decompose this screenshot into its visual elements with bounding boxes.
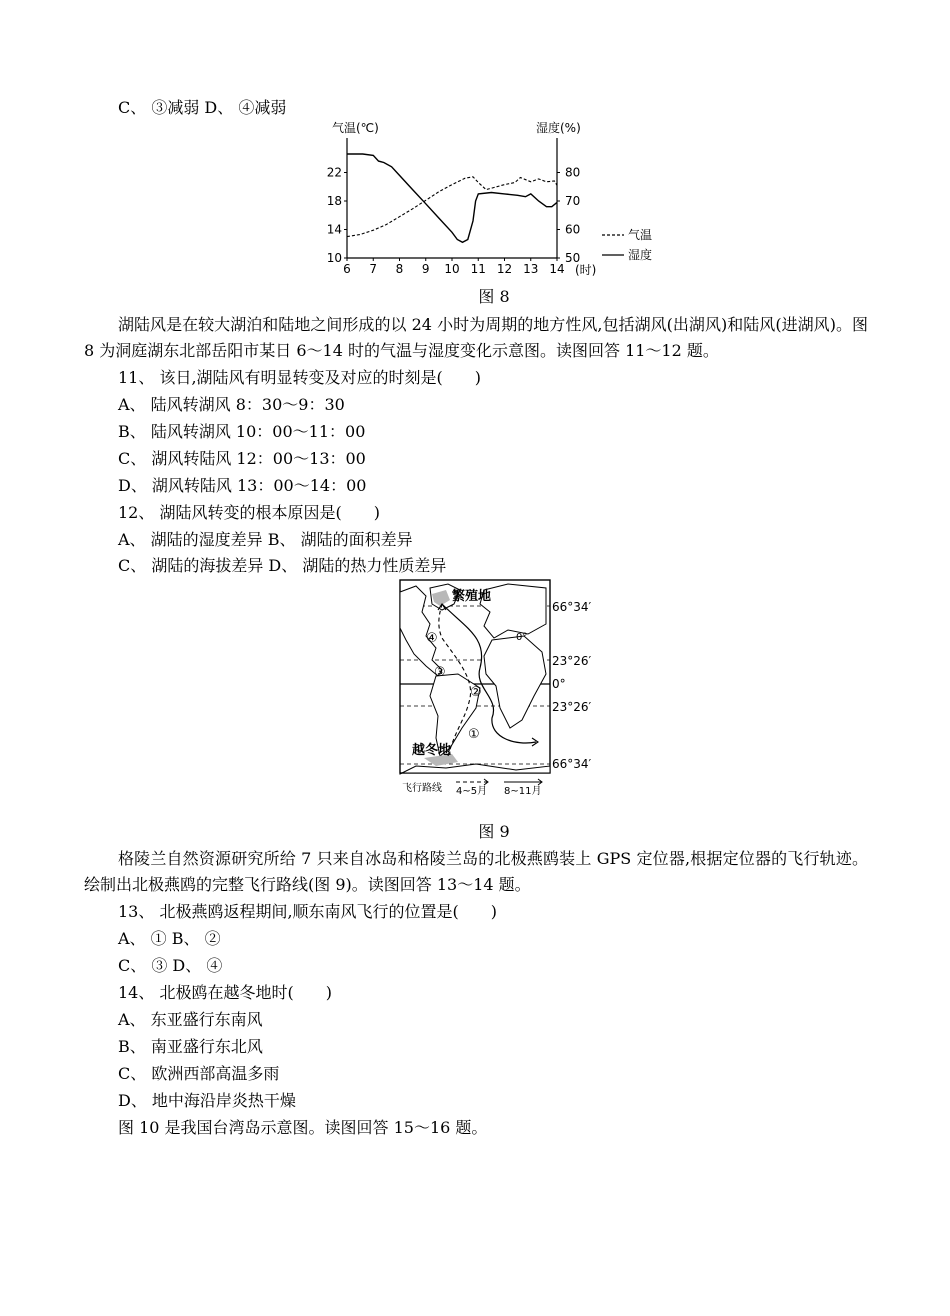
figure-9-map [396,578,608,800]
route-marker-1: ① [468,727,480,742]
chart-axes [347,138,557,258]
passage-1: 湖陆风是在较大湖泊和陆地之间形成的以 24 小时为周期的地方性风,包括湖风(出湖风)和陆风(进湖风)。图 8 为洞庭湖东北部岳阳市某日 6～14 时的气温与湿度变化示意图。读图回答 11～12 题。 [84,315,868,360]
route-marker-4: ④ [426,631,438,646]
x-tick-label: 10 [444,262,460,276]
right-tick-label: 80 [565,165,581,180]
question-14-option-d: D、 地中海沿岸炎热干燥 [118,1091,296,1110]
question-11-option-b: B、 陆风转湖风 10：00～11：00 [118,422,366,441]
question-13-options-ab: A、 ① B、 ② [118,929,221,948]
left-tick-label: 22 [326,165,342,180]
question-14-stem: 14、 北极鸥在越冬地时( ) [118,983,332,1002]
passage-2: 格陵兰自然资源研究所给 7 只来自冰岛和格陵兰岛的北极燕鸥装上 GPS 定位器,根据定位器的飞行轨迹。绘制出北极燕鸥的完整飞行路线(图 9)。读图回答 13～14 题。 [84,849,868,894]
legend-humidity-label: 湿度 [628,248,653,262]
question-14-option-a: A、 东亚盛行东南风 [118,1010,263,1029]
route-marker-3: ③ [434,665,446,680]
legend-spring-label: 4~5月 [456,786,488,797]
temperature-series-line [347,177,557,237]
question-12-options-ab: A、 湖陆的湿度差异 B、 湖陆的面积差异 [118,530,413,549]
question-11-stem: 11、 该日,湖陆风有明显转变及对应的时刻是( ) [118,368,482,387]
right-axis-title: 湿度(%) [536,121,581,135]
chart-ticks [327,166,581,277]
lat-label-66s: 66°34′ [552,757,592,771]
legend-temp-label: 气温 [628,228,653,242]
right-tick-label: 70 [565,194,581,208]
left-tick-label: 10 [326,251,342,265]
x-tick-label: 13 [523,262,539,276]
question-13-stem: 13、 北极燕鸥返程期间,顺东南风飞行的位置是( ) [118,902,498,921]
figure-8-chart [320,116,670,284]
question-11-option-c: C、 湖风转陆风 12：00～13：00 [118,449,366,468]
x-tick-label: 11 [470,262,486,276]
figure-8-caption: 图 8 [478,287,510,306]
top-options: C、 ③减弱 D、 ④减弱 [118,98,287,117]
chart-series [347,154,557,242]
lat-label-23s: 23°26′ [552,700,592,714]
figure-9-caption: 图 9 [478,822,510,841]
question-14-option-c: C、 欧洲西部高温多雨 [118,1064,280,1083]
x-tick-label: 7 [369,262,378,276]
x-tick-label: 8 [395,262,404,276]
left-tick-label: 14 [326,222,342,237]
lat-label-23n: 23°26′ [552,654,592,668]
x-tick-label: 6 [343,262,351,276]
prime-meridian-label: 0° [516,632,528,643]
left-axis-title: 气温(℃) [332,121,379,135]
x-tick-label: 14 [549,262,565,276]
question-14-option-b: B、 南亚盛行东北风 [118,1037,263,1056]
right-tick-label: 50 [565,251,581,265]
figure-10-intro: 图 10 是我国台湾岛示意图。读图回答 15～16 题。 [118,1118,488,1137]
left-tick-label: 18 [326,194,342,208]
route-marker-2: ② [470,685,482,700]
lat-label-66n: 66°34′ [552,600,592,614]
lat-label-0: 0° [552,677,566,691]
question-12-stem: 12、 湖陆风转变的根本原因是( ) [118,503,380,522]
right-tick-label: 60 [565,222,581,237]
legend-autumn-label: 8~11月 [504,786,542,797]
wintering-label: 越冬地 [412,743,452,758]
breeding-label: 繁殖地 [452,589,492,604]
question-11-option-d: D、 湖风转陆风 13：00～14：00 [118,476,367,495]
legend-title: 飞行路线 [402,783,442,794]
x-tick-label: 9 [421,262,430,276]
question-11-option-a: A、 陆风转湖风 8：30～9：30 [118,395,345,414]
x-unit-label: (时) [575,263,597,277]
x-tick-label: 12 [496,262,513,276]
question-12-options-cd: C、 湖陆的海拔差异 D、 湖陆的热力性质差异 [118,556,447,575]
question-13-options-cd: C、 ③ D、 ④ [118,956,223,975]
humidity-series-line [347,154,557,242]
